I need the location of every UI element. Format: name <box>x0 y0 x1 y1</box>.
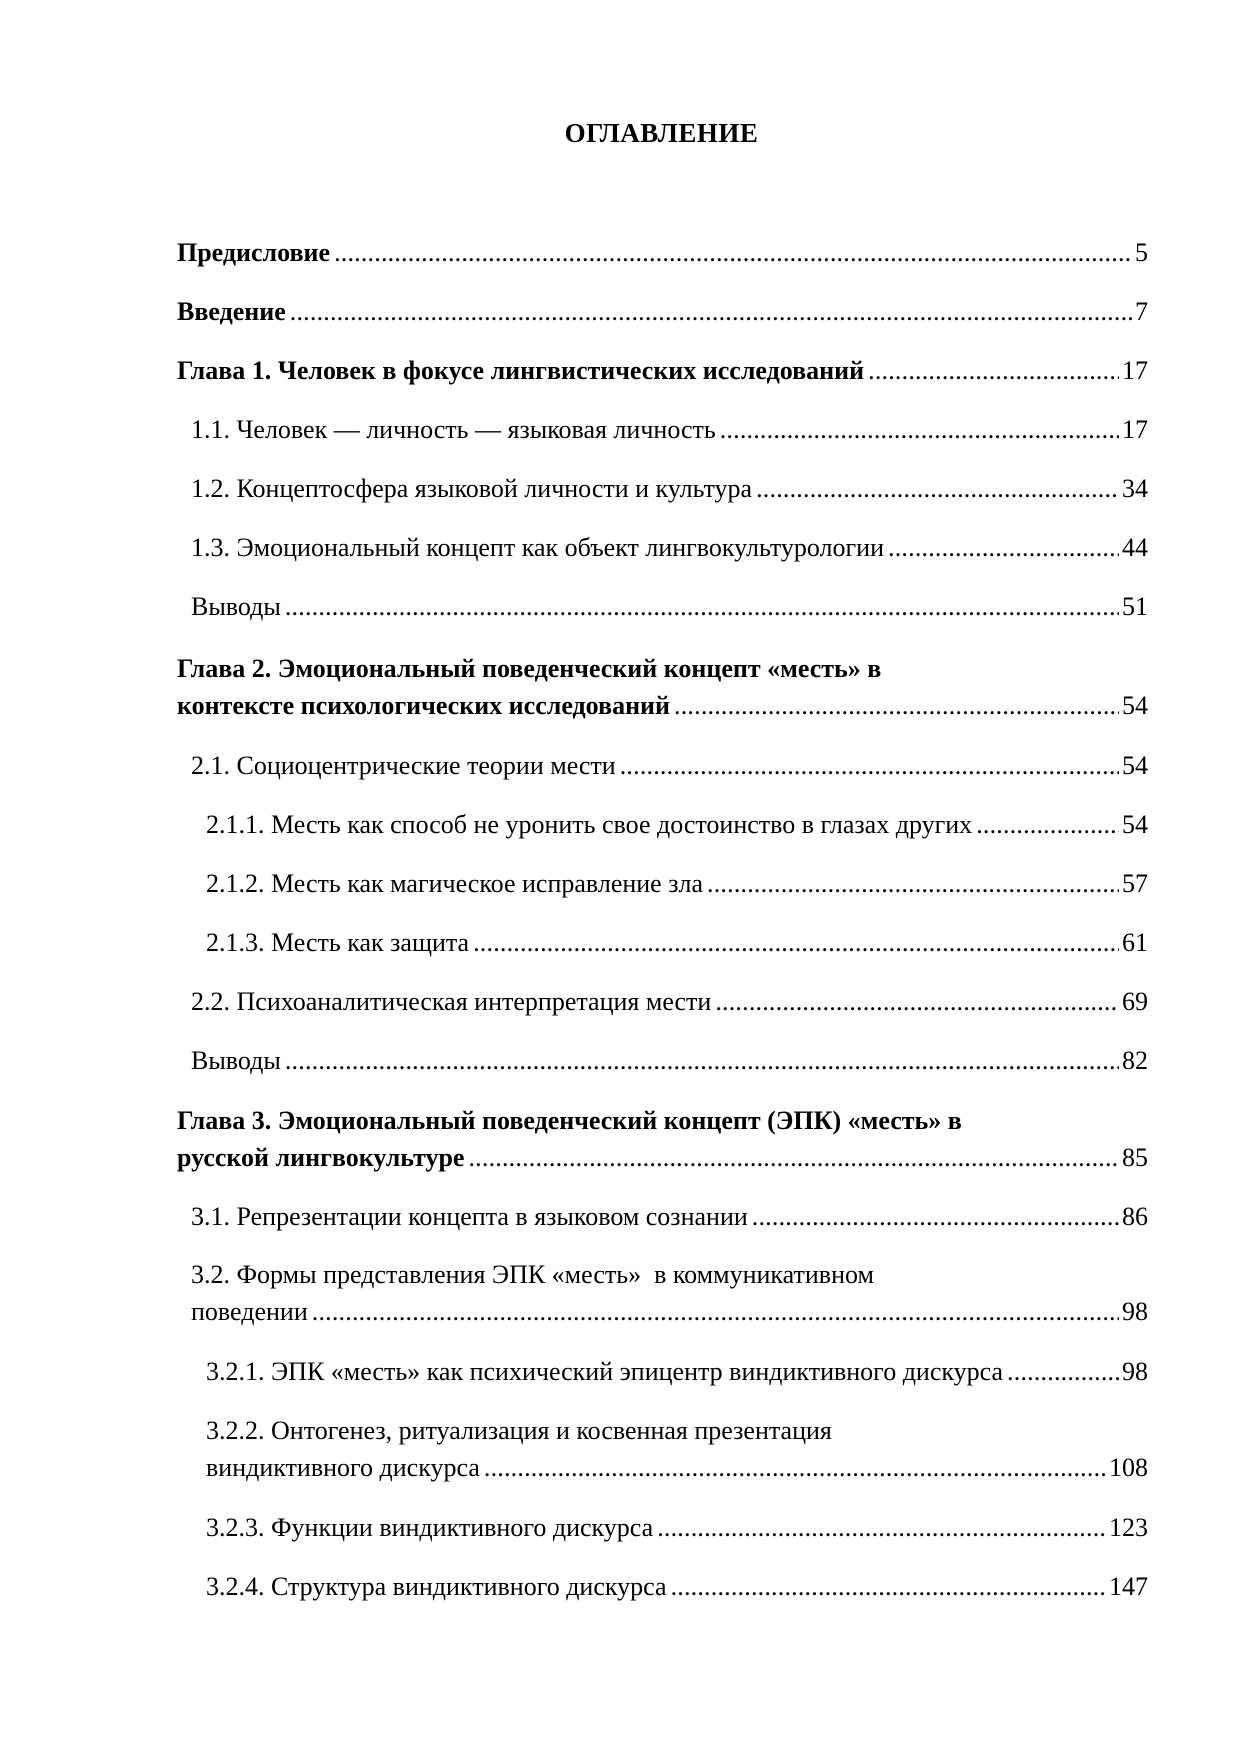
toc-entry-text: 2.2. Психоаналитическая интерпретация мести <box>191 987 712 1016</box>
toc-page-number: 7 <box>1135 297 1148 326</box>
dot-leader <box>888 529 1119 566</box>
toc-entry-text: Выводы <box>191 592 281 621</box>
toc-page-number: 123 <box>1109 1513 1148 1542</box>
toc-page-number: 34 <box>1122 474 1148 503</box>
toc-page-number: 51 <box>1122 592 1148 621</box>
toc-entry-section-2-1-2[interactable] <box>206 865 1148 902</box>
page-title: ОГЛАВЛЕНИЕ <box>564 118 759 148</box>
toc-entry-chapter-2[interactable] <box>177 650 1148 724</box>
toc-entry-section-1-1[interactable] <box>191 411 1148 448</box>
toc-page-number: 61 <box>1122 928 1148 957</box>
toc-entry-text: Глава 1. Человек в фокусе лингвистических исследований <box>177 356 865 385</box>
toc-page-number: 44 <box>1122 533 1148 562</box>
dot-leader <box>657 1509 1106 1546</box>
toc-page-number: 5 <box>1135 238 1148 267</box>
toc-entry-text-line2: русской лингвокультуре <box>177 1143 465 1172</box>
toc-entry-text-line2: контексте психологических исследований <box>177 691 671 720</box>
dot-leader <box>1007 1353 1119 1390</box>
toc-entry-text: Предисловие <box>177 238 331 267</box>
toc-entry-section-3-1[interactable] <box>191 1198 1148 1235</box>
toc-entry-text: 1.1. Человек — личность — языковая личность <box>191 415 716 444</box>
toc-page-number: 85 <box>1122 1143 1148 1172</box>
toc-entry-section-1-2[interactable] <box>191 470 1148 507</box>
toc-entry-text: 2.1.1. Месть как способ не уронить свое достоинство в глазах других <box>206 810 973 839</box>
dot-leader <box>473 924 1119 961</box>
toc-page-number: 98 <box>1122 1297 1148 1326</box>
toc-entry-text-line2: виндиктивного дискурса <box>206 1453 480 1482</box>
toc-page-number: 54 <box>1122 691 1148 720</box>
toc-entry-section-1-3[interactable] <box>191 529 1148 566</box>
toc-entry-text: 2.1. Социоцентрические теории мести <box>191 751 616 780</box>
dot-leader <box>334 234 1132 271</box>
toc-page-number: 108 <box>1109 1453 1148 1482</box>
toc-entry-text: 1.2. Концептосфера языковой личности и культура <box>191 474 753 503</box>
dot-leader <box>285 1042 1119 1079</box>
toc-entry-text: Выводы <box>191 1046 281 1075</box>
toc-entry-text: 3.2.3. Функции виндиктивного дискурса <box>206 1513 654 1542</box>
dot-leader <box>468 1139 1119 1176</box>
toc-entry-section-2-2[interactable] <box>191 983 1148 1020</box>
dot-leader <box>976 806 1119 843</box>
dot-leader <box>715 983 1119 1020</box>
toc-entry-section-3-2[interactable] <box>191 1256 1148 1330</box>
toc-entry-introduction[interactable] <box>177 293 1148 330</box>
dot-leader <box>312 1293 1119 1330</box>
toc-page-number: 54 <box>1122 751 1148 780</box>
dot-leader <box>707 865 1119 902</box>
toc-entry-section-3-2-1[interactable] <box>206 1353 1148 1390</box>
toc-entry-text-line1: Глава 2. Эмоциональный поведенческий концепт «месть» в <box>177 654 882 683</box>
toc-entry-preface[interactable] <box>177 234 1148 271</box>
toc-entry-text: 2.1.2. Месть как магическое исправление зла <box>206 869 704 898</box>
toc-entry-section-3-2-3[interactable] <box>206 1509 1148 1546</box>
dot-leader <box>484 1449 1106 1486</box>
toc-page-number: 147 <box>1109 1572 1148 1601</box>
toc-page-number: 17 <box>1122 415 1148 444</box>
dot-leader <box>671 1568 1106 1605</box>
toc-entry-section-3-2-4[interactable] <box>206 1568 1148 1605</box>
toc-entry-conclusions-2[interactable] <box>191 1042 1148 1079</box>
toc-entry-text-line2: поведении <box>191 1297 308 1326</box>
dot-leader <box>720 411 1119 448</box>
dot-leader <box>620 747 1119 784</box>
toc-page-number: 57 <box>1122 869 1148 898</box>
toc-entry-text-line1: 3.2. Формы представления ЭПК «месть» в коммуникативном <box>191 1260 874 1289</box>
toc-page-number: 82 <box>1122 1046 1148 1075</box>
toc-entry-text: 2.1.3. Месть как защита <box>206 928 470 957</box>
dot-leader <box>868 352 1119 389</box>
toc-page-number: 69 <box>1122 987 1148 1016</box>
toc-page-number: 54 <box>1122 810 1148 839</box>
dot-leader <box>290 293 1132 330</box>
toc-page-number: 98 <box>1122 1357 1148 1386</box>
dot-leader <box>674 687 1119 724</box>
toc-entry-text: 3.2.1. ЭПК «месть» как психический эпицентр виндиктивного дискурса <box>206 1357 1004 1386</box>
toc-entry-conclusions-1[interactable] <box>191 588 1148 625</box>
toc-entry-text-line1: Глава 3. Эмоциональный поведенческий концепт (ЭПК) «месть» в <box>177 1106 962 1135</box>
toc-entry-text: 3.1. Репрезентации концепта в языковом сознании <box>191 1202 748 1231</box>
toc-entry-section-3-2-2[interactable] <box>206 1412 1148 1486</box>
toc-entry-chapter-3[interactable] <box>177 1102 1148 1176</box>
toc-entry-text-line1: 3.2.2. Онтогенез, ритуализация и косвенная презентация <box>206 1416 832 1445</box>
toc-entry-chapter-1[interactable] <box>177 352 1148 389</box>
toc-entry-section-2-1[interactable] <box>191 747 1148 784</box>
toc-entry-text: 1.3. Эмоциональный концепт как объект лингвокультурологии <box>191 533 885 562</box>
dot-leader <box>756 470 1119 507</box>
toc-entry-section-2-1-3[interactable] <box>206 924 1148 961</box>
toc-entry-section-2-1-1[interactable] <box>206 806 1148 843</box>
dot-leader <box>752 1198 1119 1235</box>
toc-entry-text: 3.2.4. Структура виндиктивного дискурса <box>206 1572 667 1601</box>
toc-entry-text: Введение <box>177 297 286 326</box>
dot-leader <box>285 588 1119 625</box>
toc-page-number: 17 <box>1122 356 1148 385</box>
toc-page-number: 86 <box>1122 1202 1148 1231</box>
